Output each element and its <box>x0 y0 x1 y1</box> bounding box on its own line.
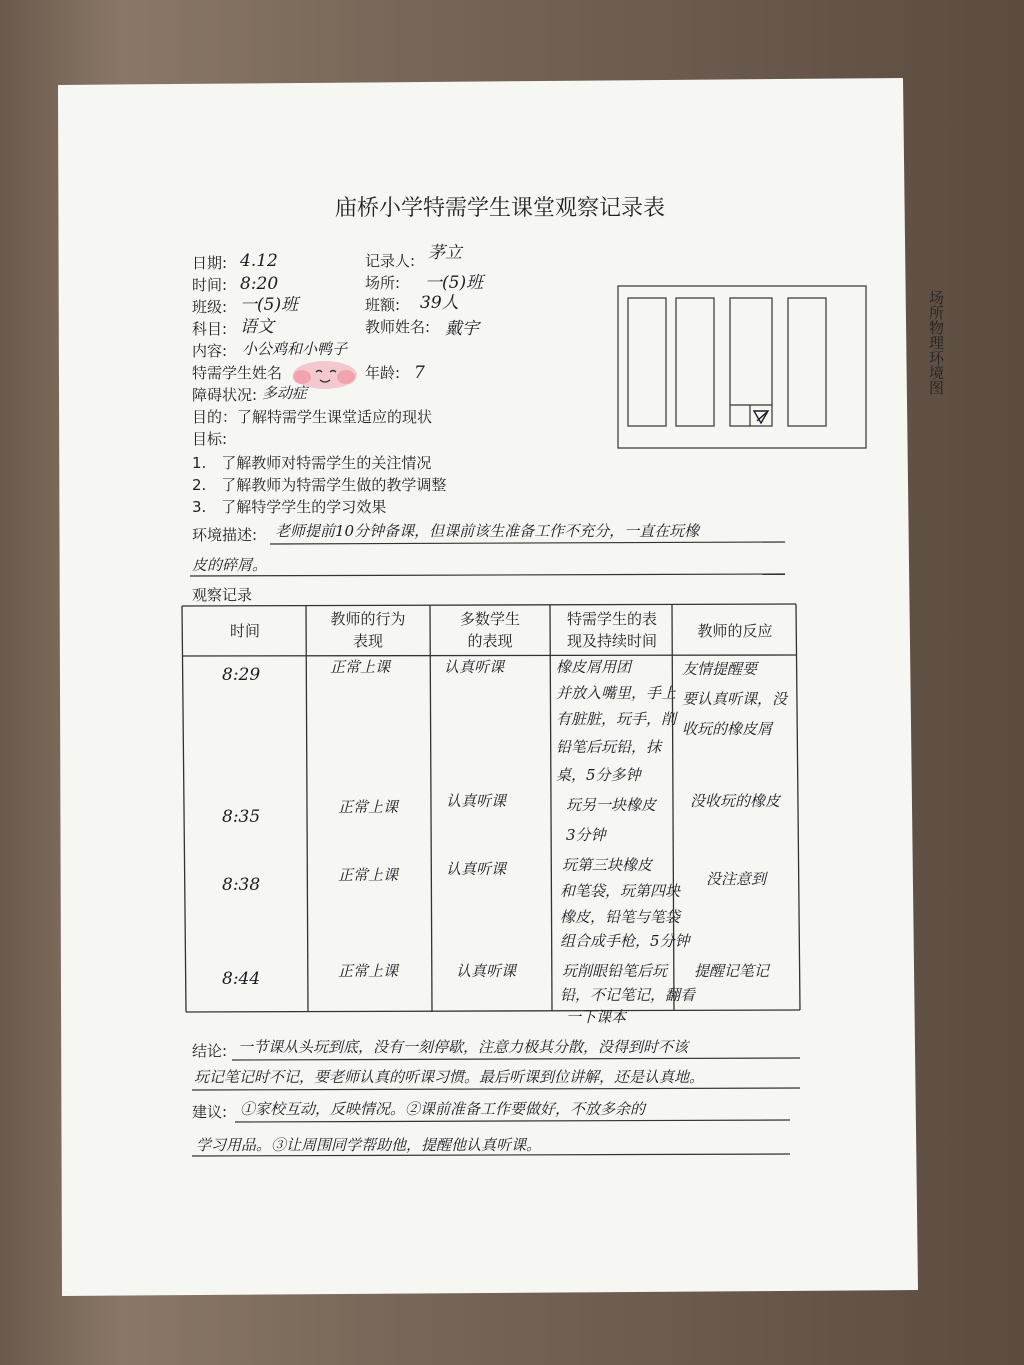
disorder-label: 障碍状况: <box>192 386 258 404</box>
row-special-line: 有脏脏，玩手，削 <box>556 710 677 728</box>
env-line-1: 老师提前10分钟备课，但课前该生准备工作不充分，一直在玩橡 <box>275 522 700 540</box>
time-label: 时间: <box>192 276 228 294</box>
row-reaction-line: 提醒记笔记 <box>694 962 770 980</box>
conclusion-line-2: 玩记笔记时不记，要老师认真的听课习惯。最后听课到位讲解，还是认真地。 <box>194 1068 705 1086</box>
row-reaction-line: 要认真听课，没 <box>682 690 788 708</box>
observe-label: 观察记录 <box>192 586 253 604</box>
suggest-line-2: 学习用品。③让周围同学帮助他，提醒他认真听课。 <box>196 1136 542 1154</box>
disorder-value: 多动症 <box>262 384 308 402</box>
header-teacher-1: 教师的行为 <box>330 610 406 628</box>
row-time: 8:29 <box>222 665 261 685</box>
header-special-1: 特需学生的表 <box>566 610 658 628</box>
date-value: 4.12 <box>240 251 278 271</box>
suggest-label: 建议: <box>192 1103 228 1121</box>
class-label: 班级: <box>192 298 228 316</box>
conclusion-line-1: 一节课从头玩到底，没有一刻停歇，注意力极其分散，没得到时不该 <box>238 1038 689 1056</box>
class-value: 一(5)班 <box>240 295 299 315</box>
row-special-line: 一下课本 <box>566 1008 627 1026</box>
row-special-line: 玩另一块橡皮 <box>566 796 657 814</box>
row-time: 8:44 <box>222 969 261 989</box>
teacher-label: 教师姓名: <box>365 318 431 336</box>
suggest-line-1: ①家校互动，反映情况。②课前准备工作要做好，不放多余的 <box>240 1100 646 1118</box>
header-time: 时间 <box>229 622 261 640</box>
row-teacher: 正常上课 <box>330 658 391 676</box>
row-students: 认真听课 <box>444 658 505 676</box>
size-label: 班额: <box>365 296 401 314</box>
row-special-line: 玩第三块橡皮 <box>562 856 653 874</box>
row-reaction-line: 友情提醒要 <box>682 660 758 678</box>
student-name-label: 特需学生姓名 <box>192 364 283 382</box>
size-value: 39人 <box>420 293 459 313</box>
conclusion-label: 结论: <box>192 1042 228 1060</box>
page-title: 庙桥小学特需学生课堂观察记录表 <box>334 196 666 221</box>
header-special-2: 现及持续时间 <box>566 632 658 650</box>
subject-value: 语文 <box>240 317 274 337</box>
header-teacher-2: 表现 <box>352 632 384 650</box>
row-students: 认真听课 <box>456 962 517 980</box>
row-reaction-line: 收玩的橡皮屑 <box>682 720 773 738</box>
row-reaction-line: 没收玩的橡皮 <box>690 792 781 810</box>
place-label: 场所: <box>365 274 401 292</box>
row-teacher: 正常上课 <box>338 866 399 884</box>
row-teacher: 正常上课 <box>338 798 399 816</box>
purpose-text: 目的：了解特需学生课堂适应的现状 <box>192 408 433 426</box>
env-line-2: 皮的碎屑。 <box>192 556 268 574</box>
header-reaction: 教师的反应 <box>697 622 773 640</box>
row-special-line: 并放入嘴里，手上 <box>556 684 677 702</box>
row-special-line: 玩削眼铅笔后玩 <box>562 962 668 980</box>
row-students: 认真听课 <box>446 792 507 810</box>
place-value: 一(5)班 <box>425 273 484 293</box>
goal-3: 3. 了解特学学生的学习效果 <box>192 498 387 516</box>
subject-label: 科目: <box>192 320 228 338</box>
row-special-line: 铅笔后玩铅，抹 <box>556 738 662 756</box>
row-teacher: 正常上课 <box>338 962 399 980</box>
row-students: 认真听课 <box>446 860 507 878</box>
row-special-line: 铅，不记笔记，翻看 <box>560 986 696 1004</box>
goal-1: 1. 了解教师对特需学生的关注情况 <box>192 454 432 472</box>
row-special-line: 3分钟 <box>566 826 606 844</box>
row-reaction-line: 没注意到 <box>706 870 767 888</box>
content-label: 内容: <box>192 342 228 360</box>
goal-2: 2. 了解教师为特需学生做的教学调整 <box>192 476 447 494</box>
row-time: 8:38 <box>222 875 261 895</box>
map-label: 场所物理环境图 <box>840 290 945 308</box>
recorder-value: 茅立 <box>428 243 462 263</box>
time-value: 8:20 <box>240 274 279 294</box>
age-label: 年龄: <box>365 364 401 382</box>
env-label: 环境描述: <box>192 526 258 544</box>
row-special-line: 橡皮屑用团 <box>556 658 632 676</box>
row-special-line: 桌，5分多钟 <box>556 766 641 784</box>
header-students-2: 的表现 <box>467 632 513 650</box>
header-students-1: 多数学生 <box>459 610 521 628</box>
row-time: 8:35 <box>222 807 261 827</box>
row-special-line: 橡皮，铅笔与笔袋 <box>560 908 681 926</box>
goals-label: 目标: <box>192 430 228 448</box>
row-special-line: 和笔袋，玩第四块 <box>560 882 681 900</box>
age-value: 7 <box>414 363 425 383</box>
recorder-label: 记录人: <box>365 252 416 270</box>
content-value: 小公鸡和小鸭子 <box>242 340 348 358</box>
row-special-line: 组合成手枪，5分钟 <box>560 932 690 950</box>
date-label: 日期: <box>192 254 228 272</box>
teacher-value: 戴宇 <box>445 319 479 339</box>
